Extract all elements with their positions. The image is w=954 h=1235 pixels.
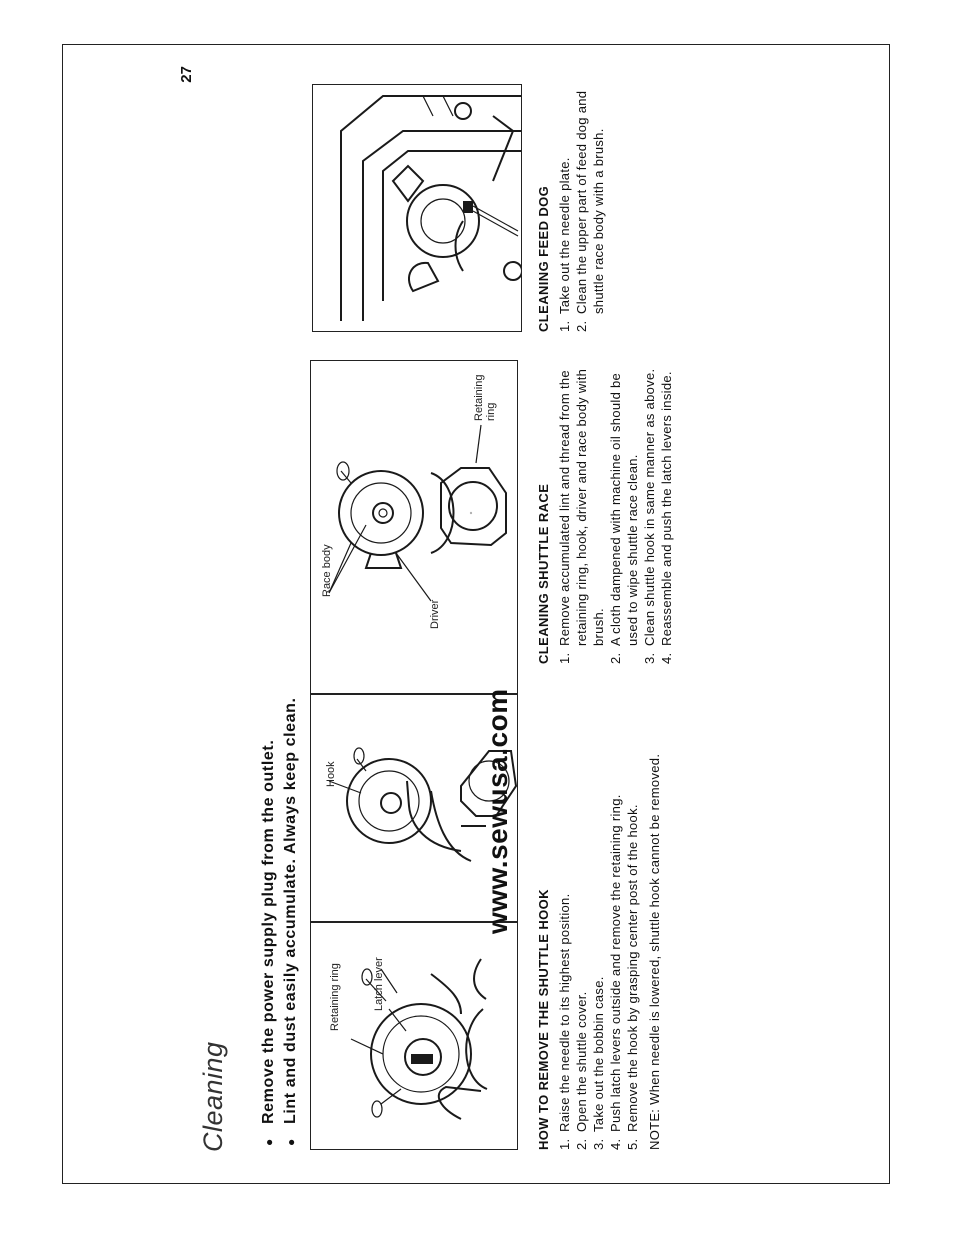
list-item: 3. Clean shuttle hook in same manner as above. (642, 368, 657, 664)
list-item: 4. Push latch levers outside and remove the retaining ring. (608, 794, 623, 1150)
bullet-item: ● Lint and dust easily accumulate. Always keep clean. (280, 697, 302, 1146)
label-hook: Hook (325, 761, 337, 787)
label-retaining-ring: Retaining ring (329, 963, 341, 1031)
brush-cleaning-feed-dog-drawing (313, 84, 522, 331)
feed-dog-illustration-box (312, 84, 522, 332)
label-driver: Driver (429, 599, 441, 629)
label-latch-lever: Latch lever (373, 957, 385, 1011)
list-item: 1. Take out the needle plate. (557, 157, 572, 332)
remove-hook-heading: HOW TO REMOVE THE SHUTTLE HOOK (536, 889, 551, 1150)
feed-dog-steps (556, 84, 607, 332)
list-item: 1. Raise the needle to its highest position. (557, 893, 572, 1150)
list-item: 2. Open the shuttle cover. (574, 991, 589, 1150)
intro-bullets (258, 697, 302, 1146)
page-number: 27 (178, 66, 195, 83)
shuttle-race-steps (556, 354, 675, 664)
list-item: 2. Clean the upper part of feed dog and shuttle race body with a brush. (574, 90, 606, 332)
page-title: Cleaning (198, 1041, 228, 1152)
list-item: 3. Take out the bobbin case. (591, 976, 606, 1150)
list-item: 2. A cloth dampened with machine oil should be used to wipe shuttle race clean. (608, 372, 640, 664)
rotated-page (62, 44, 890, 1184)
label-race-body: Race body (321, 544, 333, 597)
list-item: 5. Remove the hook by grasping center post of the hook. (625, 804, 640, 1150)
hands-removing-retaining-ring-drawing (311, 923, 519, 1149)
list-item: 1. Remove accumulated lint and thread from the retaining ring, hook, driver and race body with brush. (557, 368, 606, 664)
remove-hook-steps (556, 670, 641, 1150)
watermark-text: www.sewusa.com (482, 688, 513, 934)
remove-hook-note: NOTE: When needle is lowered, shuttle hook cannot be removed. (647, 753, 662, 1150)
label-retaining-ring-3: Retaining ring (473, 374, 497, 421)
feed-dog-heading: CLEANING FEED DOG (536, 185, 551, 332)
bullet-item: ● Remove the power supply plug from the outlet. (258, 697, 280, 1146)
list-item: 4. Reassemble and push the latch levers inside. (659, 371, 674, 664)
shuttle-race-heading: CLEANING SHUTTLE RACE (536, 483, 551, 664)
